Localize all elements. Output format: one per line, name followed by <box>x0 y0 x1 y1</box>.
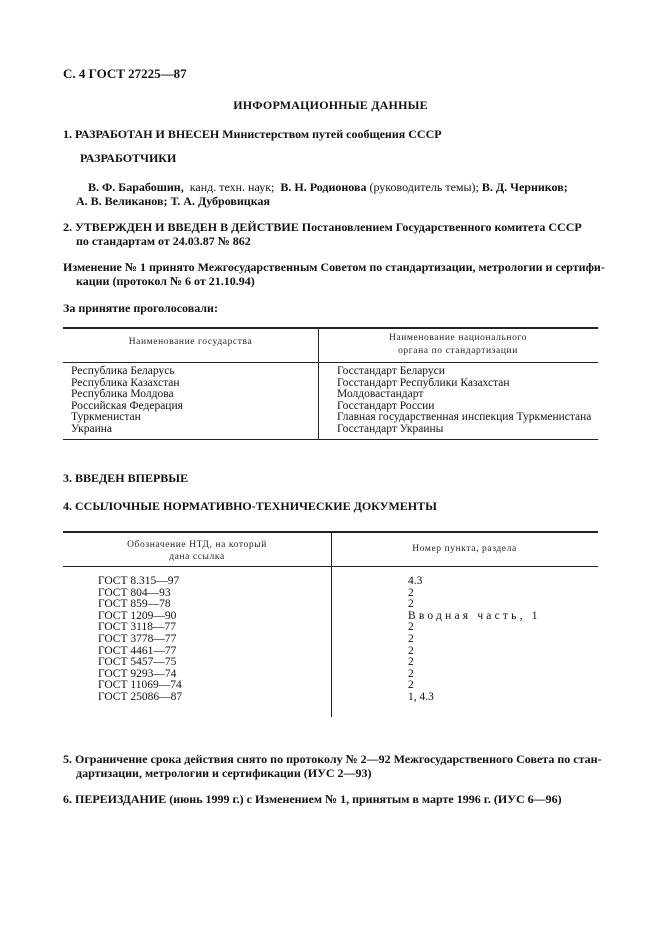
table-cell: 2 <box>408 632 414 645</box>
table-cell: Госстандарт Республики Казахстан <box>337 376 510 389</box>
table-cell: Главная государственная инспекция Туркменистана <box>337 411 592 424</box>
developer-name: В. Н. Родионова <box>280 180 367 194</box>
table-cell: ГОСТ 859—78 <box>98 598 171 611</box>
section-3: 3. ВВЕДЕН ВПЕРВЫЕ <box>63 471 189 485</box>
table-cell: Молдовастандарт <box>337 388 424 401</box>
table-cell: 2 <box>408 679 414 692</box>
table-cell: Госстандарт Украины <box>337 422 444 435</box>
table-cell: Вводная часть, 1 <box>408 609 541 622</box>
developers-line-1 <box>88 180 568 195</box>
table-cell: 2 <box>408 598 414 611</box>
amendment-line-1: Изменение № 1 принято Межгосударственным Советом по стандартизации, метрологии и сертифи- <box>63 260 605 274</box>
table-cell: ГОСТ 3118—77 <box>98 621 176 634</box>
developers-line-2: А. В. Великанов; Т. А. Дубровицкая <box>76 194 270 208</box>
table-cell: Республика Казахстан <box>71 376 180 389</box>
table-header-doc-2: дана ссылка <box>169 552 225 562</box>
developer-name: В. Д. Черников; <box>481 180 568 194</box>
table-cell: Украина <box>71 422 112 435</box>
table-cell: ГОСТ 8.315—97 <box>98 575 180 587</box>
table-cell: ГОСТ 9293—74 <box>98 667 177 680</box>
table-cell: 2 <box>408 667 414 680</box>
section-5-line-1: 5. Ограничение срока действия снято по протоколу № 2—92 Межгосударственного Совета по стан- <box>63 752 602 766</box>
table-header-body-2: органа по стандартизации <box>398 346 518 356</box>
table-cell: Туркменистан <box>71 411 141 424</box>
table-cell: ГОСТ 3778—77 <box>98 632 177 645</box>
table-cell: 1, 4.3 <box>408 690 434 703</box>
body-column <box>337 366 591 436</box>
developer-note: канд. техн. наук; <box>189 180 275 194</box>
table-rule <box>63 362 598 363</box>
state-column <box>71 366 183 436</box>
table-rule <box>63 439 598 440</box>
table-divider <box>331 532 332 717</box>
section-2-line-2: по стандартам от 24.03.87 № 862 <box>76 234 251 248</box>
table-cell: ГОСТ 11069—74 <box>98 679 182 692</box>
developer-name: В. Ф. Барабошин, <box>88 180 184 194</box>
section-6: 6. ПЕРЕИЗДАНИЕ (июнь 1999 г.) с Изменением № 1, принятым в марте 1996 г. (ИУС 6—96) <box>63 792 562 806</box>
table-cell: 2 <box>408 656 414 669</box>
table-cell: ГОСТ 804—93 <box>98 586 171 599</box>
table-cell: Республика Беларусь <box>71 365 175 377</box>
page-reference: С. 4 ГОСТ 27225—87 <box>63 66 187 81</box>
table-cell: 2 <box>408 644 414 657</box>
developers-heading: РАЗРАБОТЧИКИ <box>80 151 177 165</box>
table-cell: Госстандарт Беларуси <box>337 365 445 377</box>
table-cell: ГОСТ 4461—77 <box>98 644 177 657</box>
table-rule <box>63 327 598 329</box>
section-2-line-1: 2. УТВЕРЖДЕН И ВВЕДЕН В ДЕЙСТВИЕ Постановлением Государственного комитета СССР <box>63 220 582 234</box>
doc-column <box>98 576 182 704</box>
table-cell: 2 <box>408 586 414 599</box>
table-cell: ГОСТ 5457—75 <box>98 656 177 669</box>
table-cell: Республика Молдова <box>71 388 174 401</box>
table-divider <box>318 328 319 439</box>
section-5-line-2: дартизации, метрологии и сертификации (ИУС 2—93) <box>76 766 372 780</box>
voted-label: За принятие проголосовали: <box>63 301 218 315</box>
table-cell: Российская Федерация <box>71 399 183 412</box>
table-cell: 4.3 <box>408 575 423 587</box>
table-header-body-1: Наименование национального <box>388 333 528 343</box>
table-cell: ГОСТ 1209—90 <box>98 609 177 622</box>
section-1-text: Министерством путей сообщения СССР <box>222 127 442 141</box>
table-header-state: Наименование государства <box>128 337 253 347</box>
table-cell: ГОСТ 25086—87 <box>98 690 183 703</box>
amendment-line-2: кации (протокол № 6 от 21.10.94) <box>76 274 255 288</box>
table-header-clause: Номер пункта, раздела <box>412 544 517 554</box>
table-cell: 2 <box>408 621 414 634</box>
table-cell: Госстандарт России <box>337 399 435 412</box>
developer-note: (руководитель темы); <box>369 180 479 194</box>
section-1-lead: 1. РАЗРАБОТАН И ВНЕСЕН <box>63 127 220 141</box>
section-1 <box>63 127 442 142</box>
table-header-doc-1: Обозначение НТД, на который <box>127 540 267 550</box>
section-4: 4. ССЫЛОЧНЫЕ НОРМАТИВНО-ТЕХНИЧЕСКИЕ ДОКУМЕНТЫ <box>63 499 437 513</box>
document-title: ИНФОРМАЦИОННЫЕ ДАННЫЕ <box>233 98 428 112</box>
clause-column <box>408 576 541 704</box>
